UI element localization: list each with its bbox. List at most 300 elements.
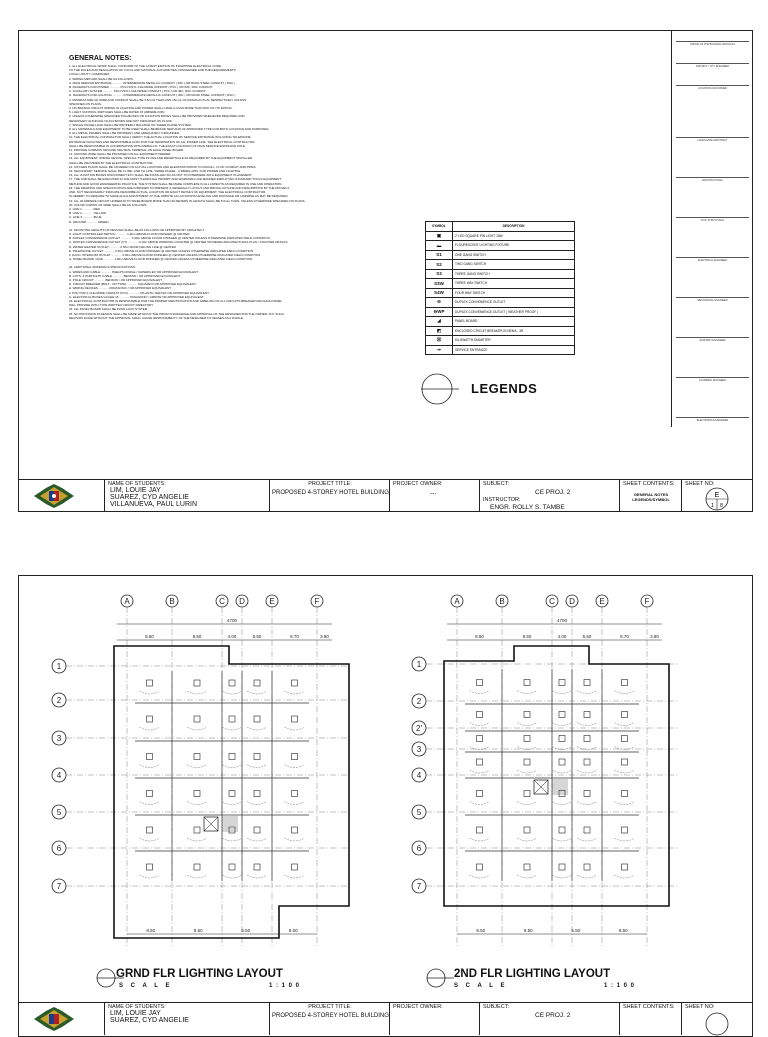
legend-row bbox=[426, 279, 575, 289]
circuit-run bbox=[285, 727, 305, 730]
project-title-cell bbox=[269, 1003, 390, 1035]
light-fixture-icon bbox=[622, 827, 628, 833]
student-name: LIM, LOUIE JAY bbox=[110, 1010, 161, 1017]
general-note-line: 8. ALL MATERIALS AND EQUIPMENT TO BE USED SHALL BE BRAND NEW AND OF APPROVED TYPE FOR BOTH LOCATION AND PURPOSES. bbox=[69, 127, 270, 132]
approval-signature-line bbox=[676, 337, 749, 338]
circuit-run bbox=[222, 691, 242, 694]
row-grid-label: 5 bbox=[56, 808, 62, 817]
column-grid-label: F bbox=[314, 597, 320, 606]
general-note-line: 15. SECONDARY SERVICE SHALL BE 3 LINE, LINE TO LINE, THREE PHASE - 4 WIRES 230V, FOR POWER AND LIGHTING. bbox=[69, 169, 242, 174]
legend-description: SERVICE ENTRANCE bbox=[453, 345, 575, 355]
legend-col-symbol: SYMBOL bbox=[426, 222, 453, 232]
legend-description: DUPLEX CONVENIENCE OUTLET ( WEATHER PROOF ) bbox=[453, 307, 575, 317]
circuit-run bbox=[470, 875, 490, 878]
general-note-line: SHALL BE PROVIDED BY THE ELECTRICAL CONTRACTOR. bbox=[69, 160, 154, 165]
approval-label: CIVIL STRUCTURAL bbox=[700, 219, 725, 222]
general-note-line: 7. SINGLE PHASE LOAD SHALL BE PROPERLY BALANCE ON THREE PHASE SYSTEM. bbox=[69, 122, 192, 127]
circuit-run bbox=[187, 765, 207, 768]
light-fixture-icon bbox=[524, 827, 530, 833]
floor-plans-drawing bbox=[19, 576, 752, 1036]
row-grid-label: 3 bbox=[56, 734, 62, 743]
dimension-text: 8.50 bbox=[146, 928, 156, 933]
circuit-run bbox=[140, 838, 160, 841]
row-grid-label: 3 bbox=[416, 745, 422, 754]
dimension-text: 8.50 bbox=[288, 928, 298, 933]
approval-label: DISTRICT / CITY ENGINEER bbox=[696, 65, 729, 68]
light-fixture-icon bbox=[622, 680, 628, 686]
light-fixture-icon bbox=[524, 791, 530, 797]
subject-label: SUBJECT: bbox=[483, 1004, 509, 1010]
general-note-line: TO THE RULES AND REGULATION OF LOCAL AND NATIONAL AUTHORITIES CONCERNED AND THE REQUIREMENTS bbox=[69, 68, 236, 73]
circuit-run bbox=[615, 802, 635, 805]
light-fixture-icon bbox=[292, 716, 298, 722]
light-fixture-icon bbox=[194, 754, 200, 760]
approval-label: ELECTRICAL ENGINEER bbox=[697, 259, 728, 262]
sheet-contents-cell bbox=[619, 1003, 682, 1035]
general-note-line: 16. ALL JUNCTION BOXES DISCONNECT ETC SHALL BE INSTALLED SO AS NOT TO INTERFERE WITH EQUIPMENT PLACEMENT. bbox=[69, 173, 253, 178]
light-fixture-icon bbox=[194, 680, 200, 686]
circuit-run bbox=[247, 727, 267, 730]
sheet-contents-cell bbox=[619, 480, 682, 512]
general-note-line: G. PANEL BOARD / ECB ............ 1.60m ABOVE FLOOR FINISHED @ CENTER UNLESS OTHERWISE INDICATED FIELD CONDITION bbox=[69, 257, 253, 262]
general-note-line: 14. KITCHEN PLANS SHALL BE COVERED ON ACTUAL LOCATION AND ELEVATION PRIOR TO ROUGH - IN OF CONDUIT AND PIPES. bbox=[69, 164, 257, 169]
circuit-run bbox=[577, 691, 597, 694]
project-owner: --- bbox=[430, 490, 437, 497]
instructor: ENGR. ROLLY S. TAMBE bbox=[490, 504, 565, 511]
legend-description: ONE GANG SWITCH bbox=[453, 250, 575, 260]
circuit-run bbox=[552, 838, 572, 841]
dimension-text: 5.50 bbox=[252, 634, 262, 639]
sheet-contents-label: SHEET CONTENTS: bbox=[623, 1004, 675, 1010]
legend-symbol: S1 bbox=[426, 250, 453, 260]
light-fixture-icon bbox=[584, 736, 590, 742]
approval-label: MECHANICAL ENGINEER bbox=[697, 299, 728, 302]
column-grid-label: D bbox=[569, 597, 575, 606]
general-note-line: AND, NOT NECESSARILY INDICATE DESCRIBE ACTUAL LOCATION OR EXACT DETAILS OF EQUIPMENT. THE ELECTRICAL CONTRACTOR bbox=[69, 190, 266, 195]
column-grid-label: D bbox=[239, 597, 245, 606]
approval-label: PLUMBING ENGINEER bbox=[699, 379, 726, 382]
row-grid-label: 2 bbox=[56, 696, 62, 705]
circuit-run bbox=[517, 875, 537, 878]
general-note-line: A. MAIN SERVICE ENTRANCE ............ INTERMEDIATE METALLIC CONDUIT ( IMC ) OR RIGID STEEL CONDUIT ( RSC ) bbox=[69, 80, 235, 85]
legend-description: THREE WAY SWITCH bbox=[453, 279, 575, 289]
approval-signature-line bbox=[676, 41, 749, 42]
light-fixture-icon bbox=[229, 827, 235, 833]
general-note-line: NECESSARY ALTHOUGH SUCH BOXES ARE NOT INDICATED ON PLANS. bbox=[69, 118, 173, 123]
student-name: SUAREZ, CYD ANGELIE bbox=[110, 1017, 189, 1024]
subject: CE PROJ. 2 bbox=[535, 1012, 571, 1019]
legend-symbol: S3W bbox=[426, 279, 453, 289]
general-note-line: G. ELECTRICAL BOXES GAUGE 16 ............ PANASONIC / ARROW OR APPROVED EQUIVALENT bbox=[69, 294, 204, 299]
general-note-line: 9. ALL METAL FRAMES SHALL BE PROPERLY AND ADEQUATELY GROUNDED. bbox=[69, 131, 180, 136]
dimension-text: 5.50 bbox=[571, 928, 581, 933]
light-fixture-icon bbox=[524, 864, 530, 870]
light-fixture-icon bbox=[254, 827, 260, 833]
title-block bbox=[19, 479, 752, 512]
circuit-run bbox=[187, 875, 207, 878]
light-fixture-icon bbox=[254, 716, 260, 722]
light-fixture-icon bbox=[559, 791, 565, 797]
school-logo-icon bbox=[33, 1006, 75, 1032]
legend-symbol: ◢ bbox=[426, 317, 453, 327]
column-grid-label: C bbox=[219, 597, 225, 606]
circuit-run bbox=[470, 770, 490, 773]
students-label: NAME OF STUDENTS: bbox=[108, 481, 166, 487]
legend-description: PANEL BOARD bbox=[453, 317, 575, 327]
circuit-run bbox=[470, 802, 490, 805]
light-fixture-icon bbox=[477, 827, 483, 833]
approval-label: LANDSCAPE ARCHITECT bbox=[697, 139, 728, 142]
approval-signature-line bbox=[676, 257, 749, 258]
general-notes-title: GENERAL NOTES: bbox=[69, 55, 132, 62]
light-fixture-icon bbox=[477, 736, 483, 742]
legend-row bbox=[426, 288, 575, 298]
dimension-text: 4.00 bbox=[557, 634, 567, 639]
dimension-text: 9.50 bbox=[522, 634, 532, 639]
general-note-line: 10. THE ELECTRICAL CONTRACTOR SHALL VERIFY THE ACTUAL LOCATION OF SERVICE ENTRANCE INCLUDING TELEPHONE bbox=[69, 135, 251, 140]
general-note-line: F. DATA / INTERCOM OUTLET ............ 0.30m ABOVE FLOOR FINISHED @ CENTER UNLESS OTHERWISE INDICATED FIELD CONDITION bbox=[69, 252, 261, 257]
subject-label: SUBJECT: bbox=[483, 481, 509, 487]
approval-label: ARCHITECTURAL bbox=[702, 179, 723, 182]
legend-row bbox=[426, 326, 575, 336]
general-note-line: 24. ALL PANEL BOARD SHALL BE PUSH LOCK SYSTEM. bbox=[69, 307, 149, 312]
legend-description: DUPLEX CONVENIENCE OUTLET bbox=[453, 298, 575, 308]
general-note-line: 12. GROUND WIRE SHALL BE PROVIDED ON ALL EQUIPMENT FEEDER. bbox=[69, 152, 172, 157]
circuit-run bbox=[552, 802, 572, 805]
circuit-run bbox=[615, 770, 635, 773]
light-fixture-icon bbox=[584, 827, 590, 833]
general-note-line: 2. WIRING METHOD SHALL BE AS FOLLOWS: bbox=[69, 76, 134, 81]
general-note-line: 3. MINIMUM SIZE OF WIRE AND CONDUIT SHALL BE 3.5mm2 THHN AND 15mm( 1/2 )DIAMA ACTUAL RESPECTIVELY UNLESS bbox=[69, 97, 247, 102]
row-grid-label: 1 bbox=[416, 660, 422, 669]
circuit-run bbox=[247, 875, 267, 878]
light-fixture-icon bbox=[622, 712, 628, 718]
dimension-text: 9.50 bbox=[193, 928, 203, 933]
general-note-line: B. DUPLEX CONVENIENCE OUTLET ............ 0.30m ABOVE FLOOR FINISHED @ CENTER UNLESS OTHERWISE INDICATED FIELD CONDITION bbox=[69, 236, 270, 241]
circuit-run bbox=[517, 802, 537, 805]
legend-description: TWO GANG SWITCH bbox=[453, 260, 575, 270]
sheet-letter: E bbox=[714, 492, 720, 499]
sheet-general-notes bbox=[18, 30, 753, 512]
legend-description: FOUR WAY SWITCH bbox=[453, 288, 575, 298]
general-note-line: E. WIRING DEVICES ............ PANASONIC / OR APPROVED EQUIVALENT bbox=[69, 286, 171, 291]
building-outline bbox=[444, 646, 669, 906]
circuit-run bbox=[140, 691, 160, 694]
general-note-line: REVISION DONE WITHOUT THE APPROVAL SHALL CAUSE RESPONSIBILITY OF THE DESIGNER TO CEASES AS A WHOLE. bbox=[69, 315, 244, 320]
project-title-label: PROJECT TITLE: bbox=[308, 1004, 352, 1010]
circuit-run bbox=[222, 765, 242, 768]
general-note-line: 22. ADDITIONAL MATERIALS SPECIFICATIONS: bbox=[69, 265, 136, 270]
light-fixture-icon bbox=[292, 680, 298, 686]
general-note-line: 4. NO BRANCH CIRCUIT WIRING IN LIGHTING AND POWER SHALL HAVE A LOAD MORE THAN 80% OF ITS RATING. bbox=[69, 106, 233, 111]
legend-row bbox=[426, 241, 575, 251]
left-plan-title: GRND FLR LIGHTING LAYOUT bbox=[116, 968, 283, 980]
legend-row bbox=[426, 336, 575, 346]
legend-row bbox=[426, 317, 575, 327]
light-fixture-icon bbox=[194, 716, 200, 722]
dimension-text: 8.50 bbox=[476, 928, 486, 933]
column-grid-label: B bbox=[499, 597, 505, 606]
subject: CE PROJ. 2 bbox=[535, 489, 571, 496]
legend-symbol: S4W bbox=[426, 288, 453, 298]
title-block-2 bbox=[19, 1002, 752, 1035]
sheet-number: 1 bbox=[711, 503, 714, 509]
legend-row bbox=[426, 231, 575, 241]
right-plan-title: 2ND FLR LIGHTING LAYOUT bbox=[454, 968, 611, 980]
legend-row bbox=[426, 298, 575, 308]
project-owner-label: PROJECT OWNER: bbox=[393, 481, 443, 487]
circuit-run bbox=[285, 838, 305, 841]
general-notes-body bbox=[69, 64, 419, 320]
light-fixture-icon bbox=[477, 864, 483, 870]
legend-description: FLOURESCENT LIGHTING FIXTURE bbox=[453, 241, 575, 251]
row-grid-label: 1 bbox=[56, 662, 62, 671]
circuit-run bbox=[470, 723, 490, 726]
legend-symbol: ⊖ bbox=[426, 298, 453, 308]
circuit-run bbox=[140, 802, 160, 805]
approval-column bbox=[671, 31, 753, 427]
students-cell bbox=[104, 1003, 270, 1035]
dimension-text: 8.50 bbox=[618, 928, 628, 933]
approval-signature-line bbox=[676, 85, 749, 86]
sheet-contents-label: SHEET CONTENTS: bbox=[623, 481, 675, 487]
sheet-no-label: SHEET NO: bbox=[685, 481, 715, 487]
general-note-line: C. POLE CIRCUIT ............ BENSON / OR APPROVED EQUIVALENT bbox=[69, 277, 163, 282]
circuit-run bbox=[517, 770, 537, 773]
light-fixture-icon bbox=[229, 716, 235, 722]
general-note-line: D. WATER HEATER OUTLET ............ 0.50m FROM CEILING LINE @ CENTER bbox=[69, 244, 176, 249]
dimension-text: 8.70 bbox=[290, 634, 299, 639]
circuit-run bbox=[247, 691, 267, 694]
light-fixture-icon bbox=[584, 712, 590, 718]
legend-symbol: S2 bbox=[426, 260, 453, 270]
light-fixture-icon bbox=[477, 791, 483, 797]
light-fixture-icon bbox=[147, 827, 153, 833]
students-label: NAME OF STUDENTS: bbox=[108, 1004, 166, 1010]
project-owner-cell bbox=[389, 480, 480, 512]
legend-symbol: ⇒ bbox=[426, 345, 453, 355]
general-note-line: D. CIRCUIT BREAKER (BOLT - ON TYPE) ............ SQUARE D OR APPROVED EQUIVALENT bbox=[69, 282, 196, 287]
circuit-run bbox=[222, 727, 242, 730]
circuit-run bbox=[552, 875, 572, 878]
circuit-run bbox=[187, 802, 207, 805]
building-outline bbox=[114, 646, 349, 938]
approval-label: SANITARY ENGINEER bbox=[699, 339, 726, 342]
light-fixture-icon bbox=[559, 712, 565, 718]
overall-dimension: 4700 bbox=[226, 618, 238, 623]
sheet-no-cell bbox=[681, 480, 753, 512]
light-fixture-icon bbox=[477, 712, 483, 718]
general-note-line: C. DUPLEX CONVENIENCE OUTLET (CT) ............ 0.10m ABOVE WORKING COUNTER @ CENTER OR REFER ARCHITECTURAL PLAN / COUNTER DETAILS bbox=[69, 240, 288, 245]
general-note-line: C. LINE 3 ............ BLUE bbox=[69, 215, 102, 220]
general-note-line: 18. THE DRAWING AND SPECIFICATION ARE INTENDED TO PRESENT A GENERALLY LAYOUT AND BROAD OUTLINE AND DESCRIPTION BY THE PROJECT bbox=[69, 185, 290, 190]
legend-symbol: Ⓜ bbox=[426, 336, 453, 346]
light-fixture-icon bbox=[292, 791, 298, 797]
row-grid-label: 2' bbox=[416, 724, 422, 733]
general-note-line: 13. ALL EQUIPMENT, WIRING DEVICE, SPECIAL TYPE PLUGS AND RECEPTACLE AS REQUIRED BY THE EQUIPMENT INSTALLER bbox=[69, 156, 253, 161]
general-note-line: METHOD AND GOOD ENGINEERING PRACTICE. THE SYSTEM SHALL BE MADE COMPLETE IN ALL ASPECTS AS REQUIRED IN USE AND OPERATION. bbox=[69, 181, 283, 186]
dimension-text: 4.00 bbox=[227, 634, 237, 639]
legend-description: THREE GANG SWITCH bbox=[453, 269, 575, 279]
circuit-run bbox=[140, 765, 160, 768]
approval-signature-line bbox=[676, 137, 749, 138]
light-fixture-icon bbox=[147, 716, 153, 722]
legend-row bbox=[426, 250, 575, 260]
legend-symbol: ◩ bbox=[426, 326, 453, 336]
circuit-run bbox=[247, 765, 267, 768]
light-fixture-icon bbox=[147, 680, 153, 686]
circuit-run bbox=[187, 838, 207, 841]
circuit-run bbox=[615, 691, 635, 694]
student-name: SUAREZ, CYD ANGELIE bbox=[110, 494, 189, 501]
sheet-contents: GENERAL NOTES LEGENDS/SYMBOL bbox=[632, 492, 670, 502]
column-grid-label: E bbox=[269, 597, 275, 606]
light-fixture-icon bbox=[229, 864, 235, 870]
light-fixture-icon bbox=[559, 736, 565, 742]
dimension-text: 8.50 bbox=[145, 634, 154, 639]
general-note-line: B. LINE 2 ............ YELLOW bbox=[69, 211, 106, 216]
light-fixture-icon bbox=[477, 680, 483, 686]
circuit-run bbox=[615, 875, 635, 878]
light-fixture-icon bbox=[524, 680, 530, 686]
dimension-text: 3.80 bbox=[320, 634, 329, 639]
sheet-number-badge bbox=[704, 1011, 730, 1037]
legend-circle-mark bbox=[419, 371, 459, 407]
light-fixture-icon bbox=[477, 759, 483, 765]
student-name: LIM, LOUIE JAY bbox=[110, 487, 161, 494]
general-note-line: 25. NO PROVISION IN DESIGN SHALL BE MADE WITHOUT THE PRIOR KNOWLEDGE AND APPROVAL OF THE DESIGNER AND THE OWNER. ANY SUCH bbox=[69, 311, 284, 316]
row-grid-label: 4 bbox=[416, 771, 422, 780]
dimension-text: 3.80 bbox=[650, 634, 659, 639]
circuit-run bbox=[140, 727, 160, 730]
circuit-run bbox=[577, 875, 597, 878]
subject-cell bbox=[479, 1003, 620, 1035]
light-fixture-icon bbox=[622, 736, 628, 742]
circuit-run bbox=[470, 691, 490, 694]
approval-signature-line bbox=[676, 417, 749, 418]
light-fixture-icon bbox=[524, 759, 530, 765]
row-grid-label: 6 bbox=[56, 844, 62, 853]
approval-label: ELECTRONICS ENGINEER bbox=[696, 419, 729, 422]
light-fixture-icon bbox=[622, 791, 628, 797]
dimension-text: 9.50 bbox=[192, 634, 202, 639]
legend-description: KILOWATTH DIAMETER bbox=[453, 336, 575, 346]
general-note-line: 6. UNLESS OTHERWISE SPECIFIED PULLBOXES OR JUNCTION BOXES SHALL BE PROVIDED WHENEVER REQUIRED AND bbox=[69, 114, 245, 119]
approval-signature-line bbox=[676, 63, 749, 64]
general-note-line: 1. ALL ELECTRICAL WORK SHALL CONFORM TO THE LATEST EDITION OF PHILIPPINE ELECTRICAL CODE bbox=[69, 64, 221, 68]
light-fixture-icon bbox=[584, 791, 590, 797]
row-grid-label: 7 bbox=[56, 882, 62, 891]
approval-label: LOCATION AND OWNER bbox=[698, 87, 727, 90]
dimension-text: 8.70 bbox=[620, 634, 629, 639]
circuit-run bbox=[615, 838, 635, 841]
legend-description: ENCLOSED CIRCUIT BREAKER IN NEMA - 3R bbox=[453, 326, 575, 336]
light-fixture-icon bbox=[254, 864, 260, 870]
circuit-run bbox=[517, 838, 537, 841]
general-note-line: A. LINE 1 ............ RED bbox=[69, 206, 100, 211]
light-fixture-icon bbox=[559, 827, 565, 833]
left-scale-value: 1 : 1 0 0 bbox=[269, 983, 301, 989]
general-note-line: D. GROUND ............ GREEN bbox=[69, 219, 109, 224]
circuit-run bbox=[247, 838, 267, 841]
general-note-line: 5. LIGHT CONTROL SWITCHES SHALL BE RATED 15 AMPERE 230V. bbox=[69, 110, 165, 115]
light-fixture-icon bbox=[194, 791, 200, 797]
approval-signature-line bbox=[676, 177, 749, 178]
general-note-line: B. RACEWAYS FOR POWER ............ POLYVINYL CHLORIDE CONDUIT ( PVC ) OR IMC, RSC CONDUIT bbox=[69, 85, 213, 90]
circuit-run bbox=[517, 691, 537, 694]
right-scale-value: 1 : 1 0 0 bbox=[604, 983, 636, 989]
light-fixture-icon bbox=[559, 680, 565, 686]
general-note-line: A. LIGHT CONTROLLED SWITCH ............ 1.20m ABOVE FLOOR FINISHED @ CENTER bbox=[69, 231, 190, 236]
circuit-run bbox=[470, 838, 490, 841]
general-note-line: B. CUTS, 4 PARTS ETP CABLE ............ BENSON / OR APPROVED EQUIVALENT bbox=[69, 273, 181, 278]
general-note-line: WILL PROVIDE WITH TYPE WRITTEN CIRCUIT DIRECTORY. bbox=[69, 303, 154, 308]
general-note-line: ENTRANCE FACILITIES AND RESPONSIBLE ALSO FOR THE TERMINATION OF ALL POWER LINE. THE ELECTRICAL CONTRACTOR bbox=[69, 139, 255, 144]
legend-table bbox=[425, 221, 575, 355]
light-fixture-icon bbox=[147, 864, 153, 870]
legend-symbol: S3 bbox=[426, 269, 453, 279]
circuit-run bbox=[285, 802, 305, 805]
circuit-run bbox=[577, 723, 597, 726]
light-fixture-icon bbox=[194, 864, 200, 870]
light-fixture-icon bbox=[229, 754, 235, 760]
approval-signature-line bbox=[676, 377, 749, 378]
column-grid-label: A bbox=[124, 597, 130, 606]
light-fixture-icon bbox=[229, 791, 235, 797]
school-logo-icon bbox=[33, 483, 75, 509]
circuit-run bbox=[552, 723, 572, 726]
light-fixture-icon bbox=[194, 827, 200, 833]
circuit-run bbox=[577, 838, 597, 841]
legend-row bbox=[426, 260, 575, 270]
column-grid-label: B bbox=[169, 597, 175, 606]
legend-symbol: ▬ bbox=[426, 241, 453, 251]
legends-title: LEGENDS bbox=[471, 381, 538, 396]
legend-row bbox=[426, 307, 575, 317]
circuit-run bbox=[222, 838, 242, 841]
light-fixture-icon bbox=[147, 754, 153, 760]
circuit-run bbox=[222, 802, 242, 805]
circuit-run bbox=[615, 723, 635, 726]
column-grid-label: A bbox=[454, 597, 460, 606]
legend-description: 2' LED SQUARE PIN LIGHT 18W bbox=[453, 231, 575, 241]
general-note-line: 19. ALL 20 AMPERE CIRCUIT HOMERUN TO PANELBOARD MORE THAN 30 METERS IN LENGTH SHALL BE 5.5mm THHN, UNLESS OTHERWISE SPECIFIED ON PLANS. bbox=[69, 198, 306, 203]
sheet-number-badge bbox=[704, 486, 730, 512]
light-fixture-icon bbox=[292, 827, 298, 833]
instructor-label: INSTRUCTOR: bbox=[483, 497, 521, 503]
row-grid-label: 5 bbox=[416, 808, 422, 817]
circuit-run bbox=[187, 727, 207, 730]
legend-row bbox=[426, 269, 575, 279]
overall-dimension: 4700 bbox=[556, 618, 568, 623]
general-note-line: E. TELEPHONE OUTLET ............ 0.30m ABOVE FLOOR FINISHED @ CENTER UNLESS OTHERWISE INDICATED FIELD CONDITION bbox=[69, 248, 254, 253]
light-fixture-icon bbox=[622, 759, 628, 765]
light-fixture-icon bbox=[254, 791, 260, 797]
legend-col-description: DESCRIPTION bbox=[453, 222, 575, 232]
sheet-total: 8 bbox=[720, 503, 723, 509]
dimension-text: 8.50 bbox=[475, 634, 484, 639]
circuit-run bbox=[247, 802, 267, 805]
general-note-line: 23. ELECTRICAL CONTRACTOR IS RESPONSIBLE FOR THE PROPER IDENTIFICATION AND LABELING OF ALL CIRCUITS BREAKER AND EACH PANEL. bbox=[69, 298, 283, 303]
general-note-line: F. POLYVINYL CHLORIDE CONDUIT (PVC) ............ ATLANTA / NELTEX OR APPROVED EQUIVALENT bbox=[69, 290, 209, 295]
light-fixture-icon bbox=[524, 736, 530, 742]
circuit-run bbox=[552, 770, 572, 773]
light-fixture-icon bbox=[254, 680, 260, 686]
light-fixture-icon bbox=[254, 754, 260, 760]
general-note-line: D. RACEWAYS FOR LIGHTING ............ INTERMEDIATE METALLIC CONDUIT ( IMC ) OR RIGID STEEL CONDUIT ( RSC ) bbox=[69, 93, 236, 98]
legend-row bbox=[426, 345, 575, 355]
column-grid-label: F bbox=[644, 597, 650, 606]
